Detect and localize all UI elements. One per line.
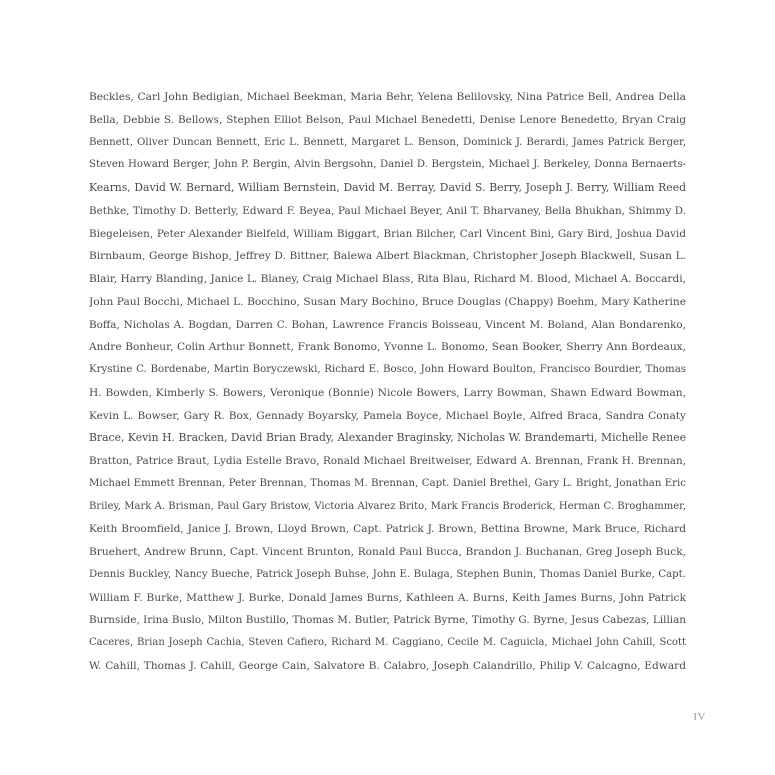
text-line: John Paul Bocchi, Michael L. Bocchino, Susan Mary Bochino, Bruce Douglas (Chappy) Boehm, Mary Katherine xyxy=(89,295,686,308)
text-line: Biegeleisen, Peter Alexander Bielfeld, William Biggart, Brian Bilcher, Carl Vincent Bini, Gary Bird, Joshua David xyxy=(89,227,686,240)
text-line: Birnbaum, George Bishop, Jeffrey D. Bittner, Balewa Albert Blackman, Christopher Joseph Blackwell, Susan L. xyxy=(89,250,686,263)
page-number: IV xyxy=(693,711,706,723)
text-line: Bruehert, Andrew Brunn, Capt. Vincent Brunton, Ronald Paul Bucca, Brandon J. Buchanan, Greg Joseph Buck, xyxy=(89,546,686,558)
text-line: Briley, Mark A. Brisman, Paul Gary Bristow, Victoria Alvarez Brito, Mark Francis Broderick, Herman C. Broghammer, xyxy=(89,500,686,512)
text-line: Bella, Debbie S. Bellows, Stephen Elliot Belson, Paul Michael Benedetti, Denise Lenore Benedetto, Bryan Craig xyxy=(89,113,686,126)
text-line: Bethke, Timothy D. Betterly, Edward F. Beyea, Paul Michael Beyer, Anil T. Bharvaney, Bella Bhukhan, Shimmy D. xyxy=(89,204,686,217)
text-line: W. Cahill, Thomas J. Cahill, George Cain, Salvatore B. Calabro, Joseph Calandrillo, Philip V. Calcagno, Edward xyxy=(89,659,686,672)
text-line: Dennis Buckley, Nancy Bueche, Patrick Joseph Buhse, John E. Bulaga, Stephen Bunin, Thomas Daniel Burke, Capt. xyxy=(89,568,686,580)
text-line: Bratton, Patrice Braut, Lydia Estelle Bravo, Ronald Michael Breitweiser, Edward A. Brennan, Frank H. Brennan, xyxy=(89,455,686,467)
text-line: Kearns, David W. Bernard, William Bernstein, David M. Berray, David S. Berry, Joseph J. Berry, William Reed xyxy=(89,181,686,194)
text-line: Brace, Kevin H. Bracken, David Brian Brady, Alexander Braginsky, Nicholas W. Brandemarti, Michelle Renee xyxy=(89,431,686,445)
text-line: Kevin L. Bowser, Gary R. Box, Gennady Boyarsky, Pamela Boyce, Michael Boyle, Alfred Braca, Sandra Conaty xyxy=(89,409,686,422)
text-line: Andre Bonheur, Colin Arthur Bonnett, Frank Bonomo, Yvonne L. Bonomo, Sean Booker, Sherry Ann Bordeaux, xyxy=(89,341,686,354)
text-line: Burnside, Irina Buslo, Milton Bustillo, Thomas M. Butler, Patrick Byrne, Timothy G. Byrne, Jesus Cabezas, Lillian xyxy=(89,614,686,627)
text-line: Michael Emmett Brennan, Peter Brennan, Thomas M. Brennan, Capt. Daniel Brethel, Gary L. Bright, Jonathan Eric xyxy=(89,477,686,489)
text-line: Keith Broomfield, Janice J. Brown, Lloyd Brown, Capt. Patrick J. Brown, Bettina Browne, Mark Bruce, Richard xyxy=(89,523,686,536)
text-line: Bennett, Oliver Duncan Bennett, Eric L. Bennett, Margaret L. Benson, Dominick J. Berardi, James Patrick Berger, xyxy=(89,136,686,148)
text-line: H. Bowden, Kimberly S. Bowers, Veronique (Bonnie) Nicole Bowers, Larry Bowman, Shawn Edward Bowman, xyxy=(89,386,686,399)
text-line: Steven Howard Berger, John P. Bergin, Alvin Bergsohn, Daniel D. Bergstein, Michael J. Berkeley, Donna Bernaerts- xyxy=(89,159,686,171)
text-line: Blair, Harry Blanding, Janice L. Blaney, Craig Michael Blass, Rita Blau, Richard M. Blood, Michael A. Boccardi, xyxy=(89,273,686,285)
text-line: William F. Burke, Matthew J. Burke, Donald James Burns, Kathleen A. Burns, Keith James Burns, John Patrick xyxy=(89,591,686,604)
text-line: Caceres, Brian Joseph Cachia, Steven Cafiero, Richard M. Caggiano, Cecile M. Caguicla, Michael John Cahill, Scott xyxy=(89,637,686,648)
text-line: Beckles, Carl John Bedigian, Michael Beekman, Maria Behr, Yelena Belilovsky, Nina Patrice Bell, Andrea Della xyxy=(89,91,686,103)
text-line: Boffa, Nicholas A. Bogdan, Darren C. Bohan, Lawrence Francis Boisseau, Vincent M. Boland, Alan Bondarenko, xyxy=(89,318,686,331)
names-paragraph xyxy=(89,86,686,678)
text-line: Krystine C. Bordenabe, Martin Boryczewski, Richard E. Bosco, John Howard Boulton, Francisco Bourdier, Thomas xyxy=(89,364,686,375)
